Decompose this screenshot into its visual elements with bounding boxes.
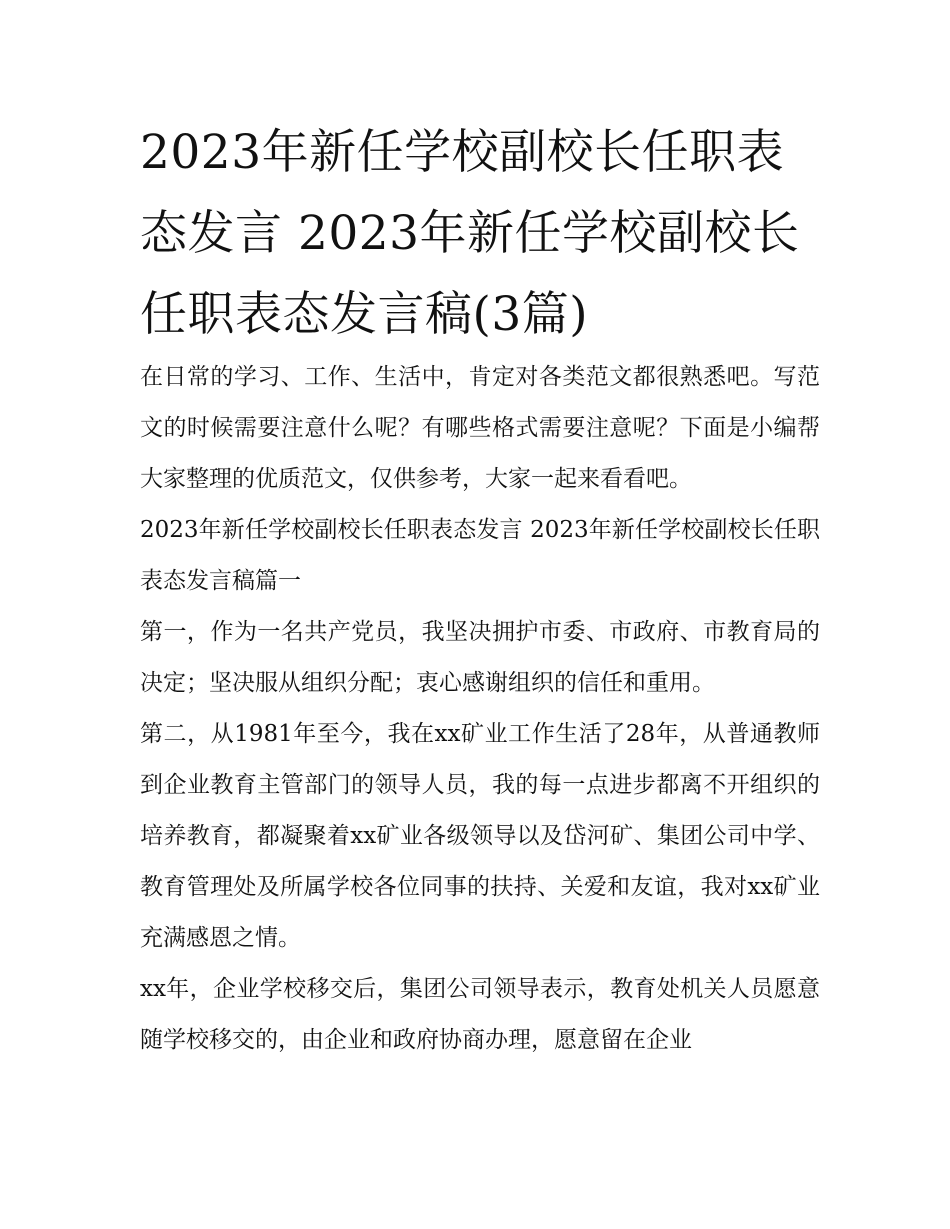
section-heading: 2023年新任学校副校长任职表态发言 2023年新任学校副校长任职表态发言稿篇一 [140,517,820,594]
body-paragraph-first: 第一，作为一名共产党员，我坚决拥护市委、市政府、市教育局的决定；坚决服从组织分配；衷心感谢组织的信任和重用。 [140,619,820,696]
body-paragraph-third: xx年，企业学校移交后，集团公司领导表示，教育处机关人员愿意随学校移交的，由企业和政府协商办理，愿意留在企业 [140,976,820,1053]
document-body [140,352,820,1066]
document-title: 2023年新任学校副校长任职表态发言 2023年新任学校副校长任职表态发言稿(3篇) [140,125,800,342]
intro-paragraph: 在日常的学习、工作、生活中，肯定对各类范文都很熟悉吧。写范文的时候需要注意什么呢？有哪些格式需要注意呢？下面是小编帮大家整理的优质范文，仅供参考，大家一起来看看吧。 [140,364,820,492]
body-paragraph-second: 第二，从1981年至今，我在xx矿业工作生活了28年，从普通教师到企业教育主管部门的领导人员，我的每一点进步都离不开组织的培养教育，都凝聚着xx矿业各级领导以及岱河矿、集团公司中学、教育管理处及所属学校各位同事的扶持、关爱和友谊，我对xx矿业充满感恩之情。 [140,721,820,951]
